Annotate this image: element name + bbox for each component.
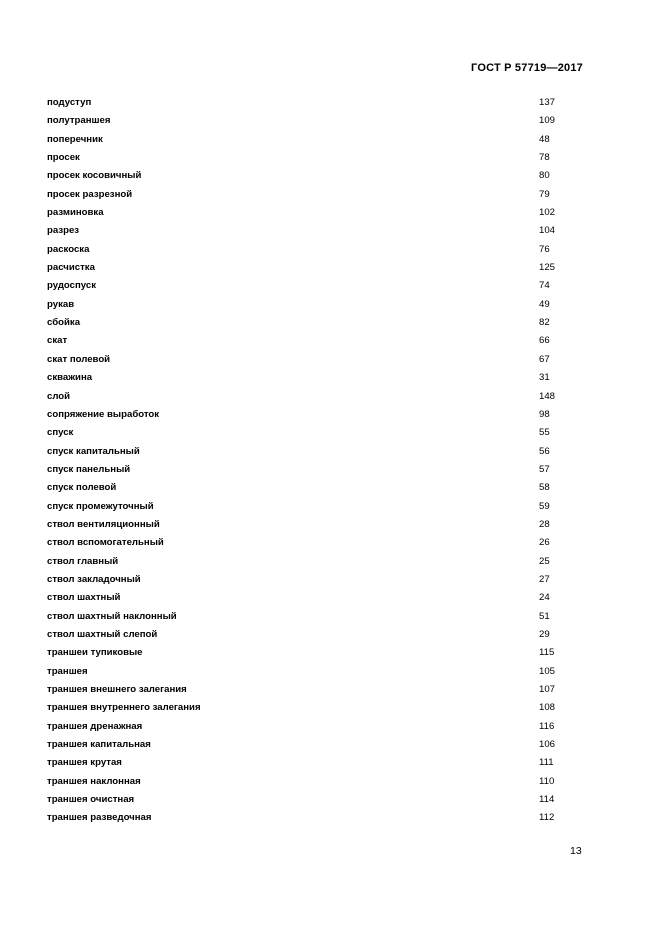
index-term: слой — [47, 390, 71, 402]
index-page-ref: 115 — [539, 647, 555, 659]
index-page-ref: 26 — [539, 537, 550, 549]
index-page-ref: 105 — [539, 665, 556, 677]
index-row — [47, 736, 567, 754]
index-page-ref: 110 — [539, 775, 555, 787]
index-page-ref: 74 — [539, 280, 550, 292]
index-page-ref: 112 — [539, 812, 555, 824]
index-page-ref: 82 — [539, 317, 550, 329]
index-term: траншея наклонная — [47, 775, 141, 787]
index-row — [47, 351, 567, 369]
index-term: траншея внешнего залегания — [47, 684, 187, 695]
index-page-ref: 48 — [539, 133, 550, 145]
index-term: расчистка — [47, 262, 95, 274]
index-term: скат — [47, 335, 68, 347]
index-row — [47, 204, 567, 222]
index-row — [47, 626, 567, 644]
index-page-ref: 125 — [539, 262, 556, 274]
index-row — [47, 222, 567, 240]
index-term: поперечник — [47, 133, 103, 145]
document-code-header: ГОСТ Р 57719—2017 — [471, 62, 583, 74]
index-term: просек косовичный — [47, 170, 142, 182]
index-page-ref: 31 — [539, 372, 550, 384]
index-term: ствол вспомогательный — [47, 537, 164, 549]
index-page-ref: 28 — [539, 518, 550, 530]
index-term: разминовка — [47, 207, 104, 219]
index-term: траншея — [47, 665, 88, 677]
index-term: спуск капитальный — [47, 445, 140, 457]
index-term: траншея крутая — [47, 757, 122, 769]
index-page-ref: 80 — [539, 170, 550, 182]
index-term: полутраншея — [47, 115, 111, 127]
index-row — [47, 277, 567, 295]
index-row — [47, 424, 567, 442]
index-row — [47, 369, 567, 387]
index-row — [47, 406, 567, 424]
index-page-ref: 148 — [539, 390, 556, 402]
index-page-ref: 78 — [539, 152, 550, 164]
index-page-ref: 137 — [539, 97, 556, 108]
index-page-ref: 58 — [539, 482, 550, 494]
index-row — [47, 167, 567, 185]
index-row — [47, 296, 567, 314]
index-page-ref: 49 — [539, 298, 550, 310]
index-row — [47, 186, 567, 204]
index-page-ref: 79 — [539, 188, 550, 200]
index-row — [47, 516, 567, 534]
index-term: рукав — [47, 298, 75, 310]
index-term: траншеи тупиковые — [47, 647, 143, 659]
index-row — [47, 589, 567, 607]
index-term: спуск полевой — [47, 482, 117, 494]
index-term: ствол шахтный наклонный — [47, 610, 177, 622]
index-row — [47, 718, 567, 736]
index-page-ref: 106 — [539, 739, 556, 751]
index-term: сбойка — [47, 317, 81, 329]
index-row — [47, 94, 567, 112]
index-page-ref: 67 — [539, 353, 550, 365]
index-page-ref: 51 — [539, 610, 550, 622]
index-term: ствол шахтный — [47, 592, 121, 604]
index-page-ref: 114 — [539, 794, 555, 806]
index-term: ствол главный — [47, 555, 119, 567]
index-page-ref: 109 — [539, 115, 556, 127]
index-row — [47, 663, 567, 681]
index-page-ref: 56 — [539, 445, 550, 457]
index-page-ref: 116 — [539, 720, 555, 732]
index-row — [47, 699, 567, 717]
index-page-ref: 76 — [539, 243, 550, 255]
index-row — [47, 149, 567, 167]
index-term: траншея разведочная — [47, 812, 152, 824]
index-term: сопряжение выработок — [47, 408, 160, 420]
index-term: траншея внутреннего залегания — [47, 702, 201, 714]
index-page-ref: 29 — [539, 628, 550, 640]
index-row — [47, 791, 567, 809]
index-row — [47, 131, 567, 149]
index-row — [47, 443, 567, 461]
index-row — [47, 241, 567, 259]
index-page-ref: 108 — [539, 702, 556, 714]
index-page-ref: 27 — [539, 573, 550, 585]
index-row — [47, 754, 567, 772]
index-page-ref: 59 — [539, 500, 550, 512]
index-term: спуск панельный — [47, 463, 131, 475]
index-term: ствол вентиляционный — [47, 518, 160, 530]
alphabetical-index — [47, 94, 567, 828]
index-page-ref: 111 — [539, 757, 554, 769]
index-term: ствол шахтный слепой — [47, 628, 158, 640]
index-page-ref: 104 — [539, 225, 556, 237]
index-term: просек разрезной — [47, 188, 133, 200]
index-row — [47, 259, 567, 277]
index-page-ref: 55 — [539, 427, 550, 439]
index-row — [47, 681, 567, 699]
index-page-ref: 24 — [539, 592, 550, 604]
index-row — [47, 553, 567, 571]
index-row — [47, 773, 567, 791]
index-term: раскоска — [47, 243, 90, 255]
index-row — [47, 479, 567, 497]
index-term: разрез — [47, 225, 80, 237]
index-page-ref: 102 — [539, 207, 556, 219]
index-page-ref: 57 — [539, 463, 550, 475]
index-term: траншея капитальная — [47, 739, 151, 751]
index-row — [47, 644, 567, 662]
index-row — [47, 534, 567, 552]
page-number: 13 — [570, 845, 582, 857]
index-page-ref: 25 — [539, 555, 550, 567]
index-term: траншея дренажная — [47, 720, 143, 732]
index-row — [47, 314, 567, 332]
index-term: скважина — [47, 372, 93, 384]
index-row — [47, 571, 567, 589]
index-term: подуступ — [47, 97, 92, 108]
index-term: скат полевой — [47, 353, 111, 365]
index-page-ref: 66 — [539, 335, 550, 347]
index-term: ствол закладочный — [47, 573, 141, 585]
index-row — [47, 461, 567, 479]
index-term: спуск промежуточный — [47, 500, 154, 512]
index-row — [47, 809, 567, 827]
index-row — [47, 112, 567, 130]
index-row — [47, 388, 567, 406]
index-term: спуск — [47, 427, 74, 439]
index-term: траншея очистная — [47, 794, 135, 806]
index-row — [47, 608, 567, 626]
index-term: рудоспуск — [47, 280, 97, 292]
index-page-ref: 107 — [539, 684, 556, 695]
index-row — [47, 332, 567, 350]
index-page-ref: 98 — [539, 408, 550, 420]
index-term: просек — [47, 152, 80, 164]
index-row — [47, 498, 567, 516]
